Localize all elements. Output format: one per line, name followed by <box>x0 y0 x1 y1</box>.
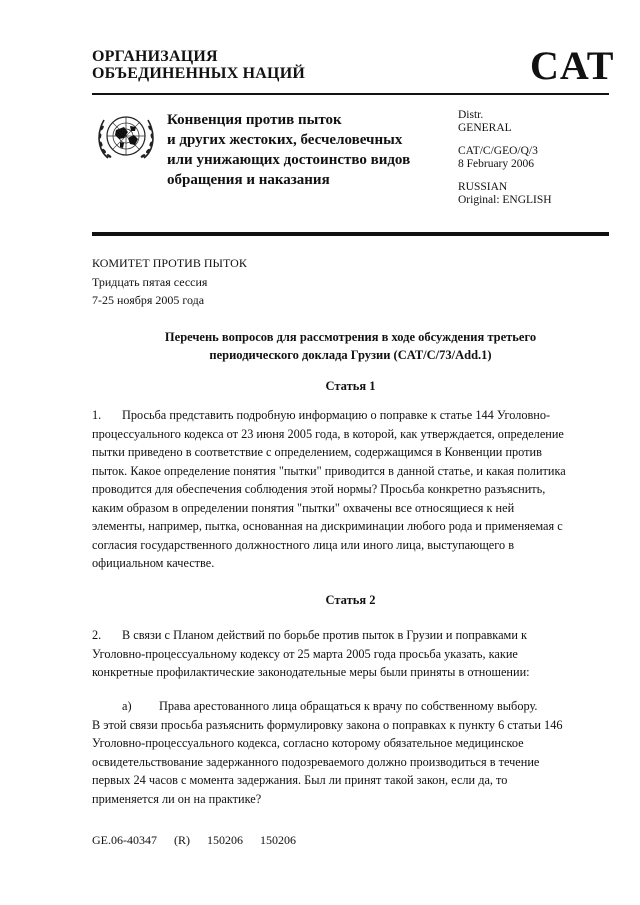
article-1-paragraph <box>92 406 609 573</box>
paragraph-line <box>92 626 609 645</box>
article-1-heading: Статья 1 <box>325 379 376 393</box>
paragraph-line: элементы, например, пытка, основанная на дискриминации любого рода и применяемая с <box>92 519 563 533</box>
paragraph-line <box>92 406 609 425</box>
committee-name: КОМИТЕТ ПРОТИВ ПЫТОК <box>92 256 247 270</box>
document-title-line: Перечень вопросов для рассмотрения в ходе обсуждения третьего <box>164 330 537 344</box>
document-metadata <box>458 109 552 207</box>
date-code: 150206 <box>260 833 296 847</box>
footer-job-line <box>92 833 308 847</box>
header-rule-thick <box>92 232 609 236</box>
job-number: GE.06-40347 <box>92 833 157 847</box>
un-emblem-icon <box>94 108 158 166</box>
document-date: 8 February 2006 <box>458 158 535 170</box>
subitem-first-line <box>92 697 609 716</box>
paragraph-line: конкретные профилактические законодательные меры были приняты в отношении: <box>92 665 530 679</box>
subitem-line: освидетельствование задержанного подозреваемого должно производиться в течение <box>92 754 540 769</box>
paragraph-number: 2. <box>92 628 102 642</box>
committee-dates: 7-25 ноября 2005 года <box>92 293 205 307</box>
paragraph-line: пытки приведено в соответствие с определением, содержащимся в Конвенции против <box>92 445 542 459</box>
document-title-line: периодического доклада Грузии (CAT/C/73/Add.1) <box>209 348 492 362</box>
paragraph-line: согласия государственного должностного лица или иного лица, выступающего в <box>92 537 515 552</box>
organization-line-1: ОРГАНИЗАЦИЯ <box>92 48 218 65</box>
document-title <box>92 328 609 364</box>
convention-title-line: обращения и наказания <box>167 172 330 188</box>
document-symbol: CAT/C/GEO/Q/3 <box>458 145 538 157</box>
header-rule-thin <box>92 93 609 95</box>
article-2-heading: Статья 2 <box>325 593 376 607</box>
language-code: (R) <box>174 833 190 847</box>
paragraph-line: каким образом в определении понятия "пытки" охвачены все относящиеся к ней <box>92 500 515 515</box>
committee-session: Тридцать пятая сессия <box>92 274 208 289</box>
convention-title-line: или унижающих достоинство видов <box>167 152 411 168</box>
article-2-subitem-a <box>92 697 609 808</box>
organization-name <box>92 48 305 82</box>
convention-title-line: и других жестоких, бесчеловечных <box>167 132 403 148</box>
subitem-line: применяется ли он на практике? <box>92 791 262 806</box>
distribution-value: GENERAL <box>458 122 512 134</box>
paragraph-line: процессуального кодекса от 23 июня 2005 года, в которой, как утверждается, определение <box>92 426 564 441</box>
subitem-label: a) <box>122 699 132 713</box>
paragraph-line: Уголовно-процессуальному кодексу от 25 марта 2005 года просьба указать, какие <box>92 646 518 661</box>
paragraph-text: В связи с Планом действий по борьбе против пыток в Грузии и поправками к <box>122 628 527 642</box>
document-series-symbol: CAT <box>530 43 615 88</box>
paragraph-line: проводится для обеспечения соблюдения этой нормы? Просьба конкретно разъяснить, <box>92 482 546 496</box>
original-language: Original: ENGLISH <box>458 194 552 206</box>
paragraph-line: официальном качестве. <box>92 556 215 570</box>
convention-title <box>167 110 447 190</box>
distribution-label: Distr. <box>458 109 484 121</box>
paragraph-text: Просьба представить подробную информацию о поправке к статье 144 Уголовно- <box>122 408 551 422</box>
organization-line-2: ОБЪЕДИНЕННЫХ НАЦИЙ <box>92 65 305 82</box>
committee-block <box>92 254 247 310</box>
convention-title-line: Конвенция против пыток <box>167 112 342 128</box>
subitem-line: В этой связи просьба разъяснить формулировку закона о поправках к пункту 6 статьи 146 <box>92 717 563 732</box>
subitem-line: первых 24 часов с момента задержания. Был ли принят такой закон, если да, то <box>92 773 508 787</box>
article-2-paragraph <box>92 626 609 682</box>
subitem-line: Уголовно-процессуального кодекса, согласно которому обязательное медицинское <box>92 736 524 750</box>
date-code: 150206 <box>207 833 243 847</box>
paragraph-line: пыток. Какое определение понятия "пытки" приводится в данной статье, и какая политика <box>92 463 566 478</box>
paragraph-number: 1. <box>92 408 102 422</box>
subitem-text: Права арестованного лица обращаться к врачу по собственному выбору. <box>159 699 538 713</box>
document-language: RUSSIAN <box>458 181 508 193</box>
